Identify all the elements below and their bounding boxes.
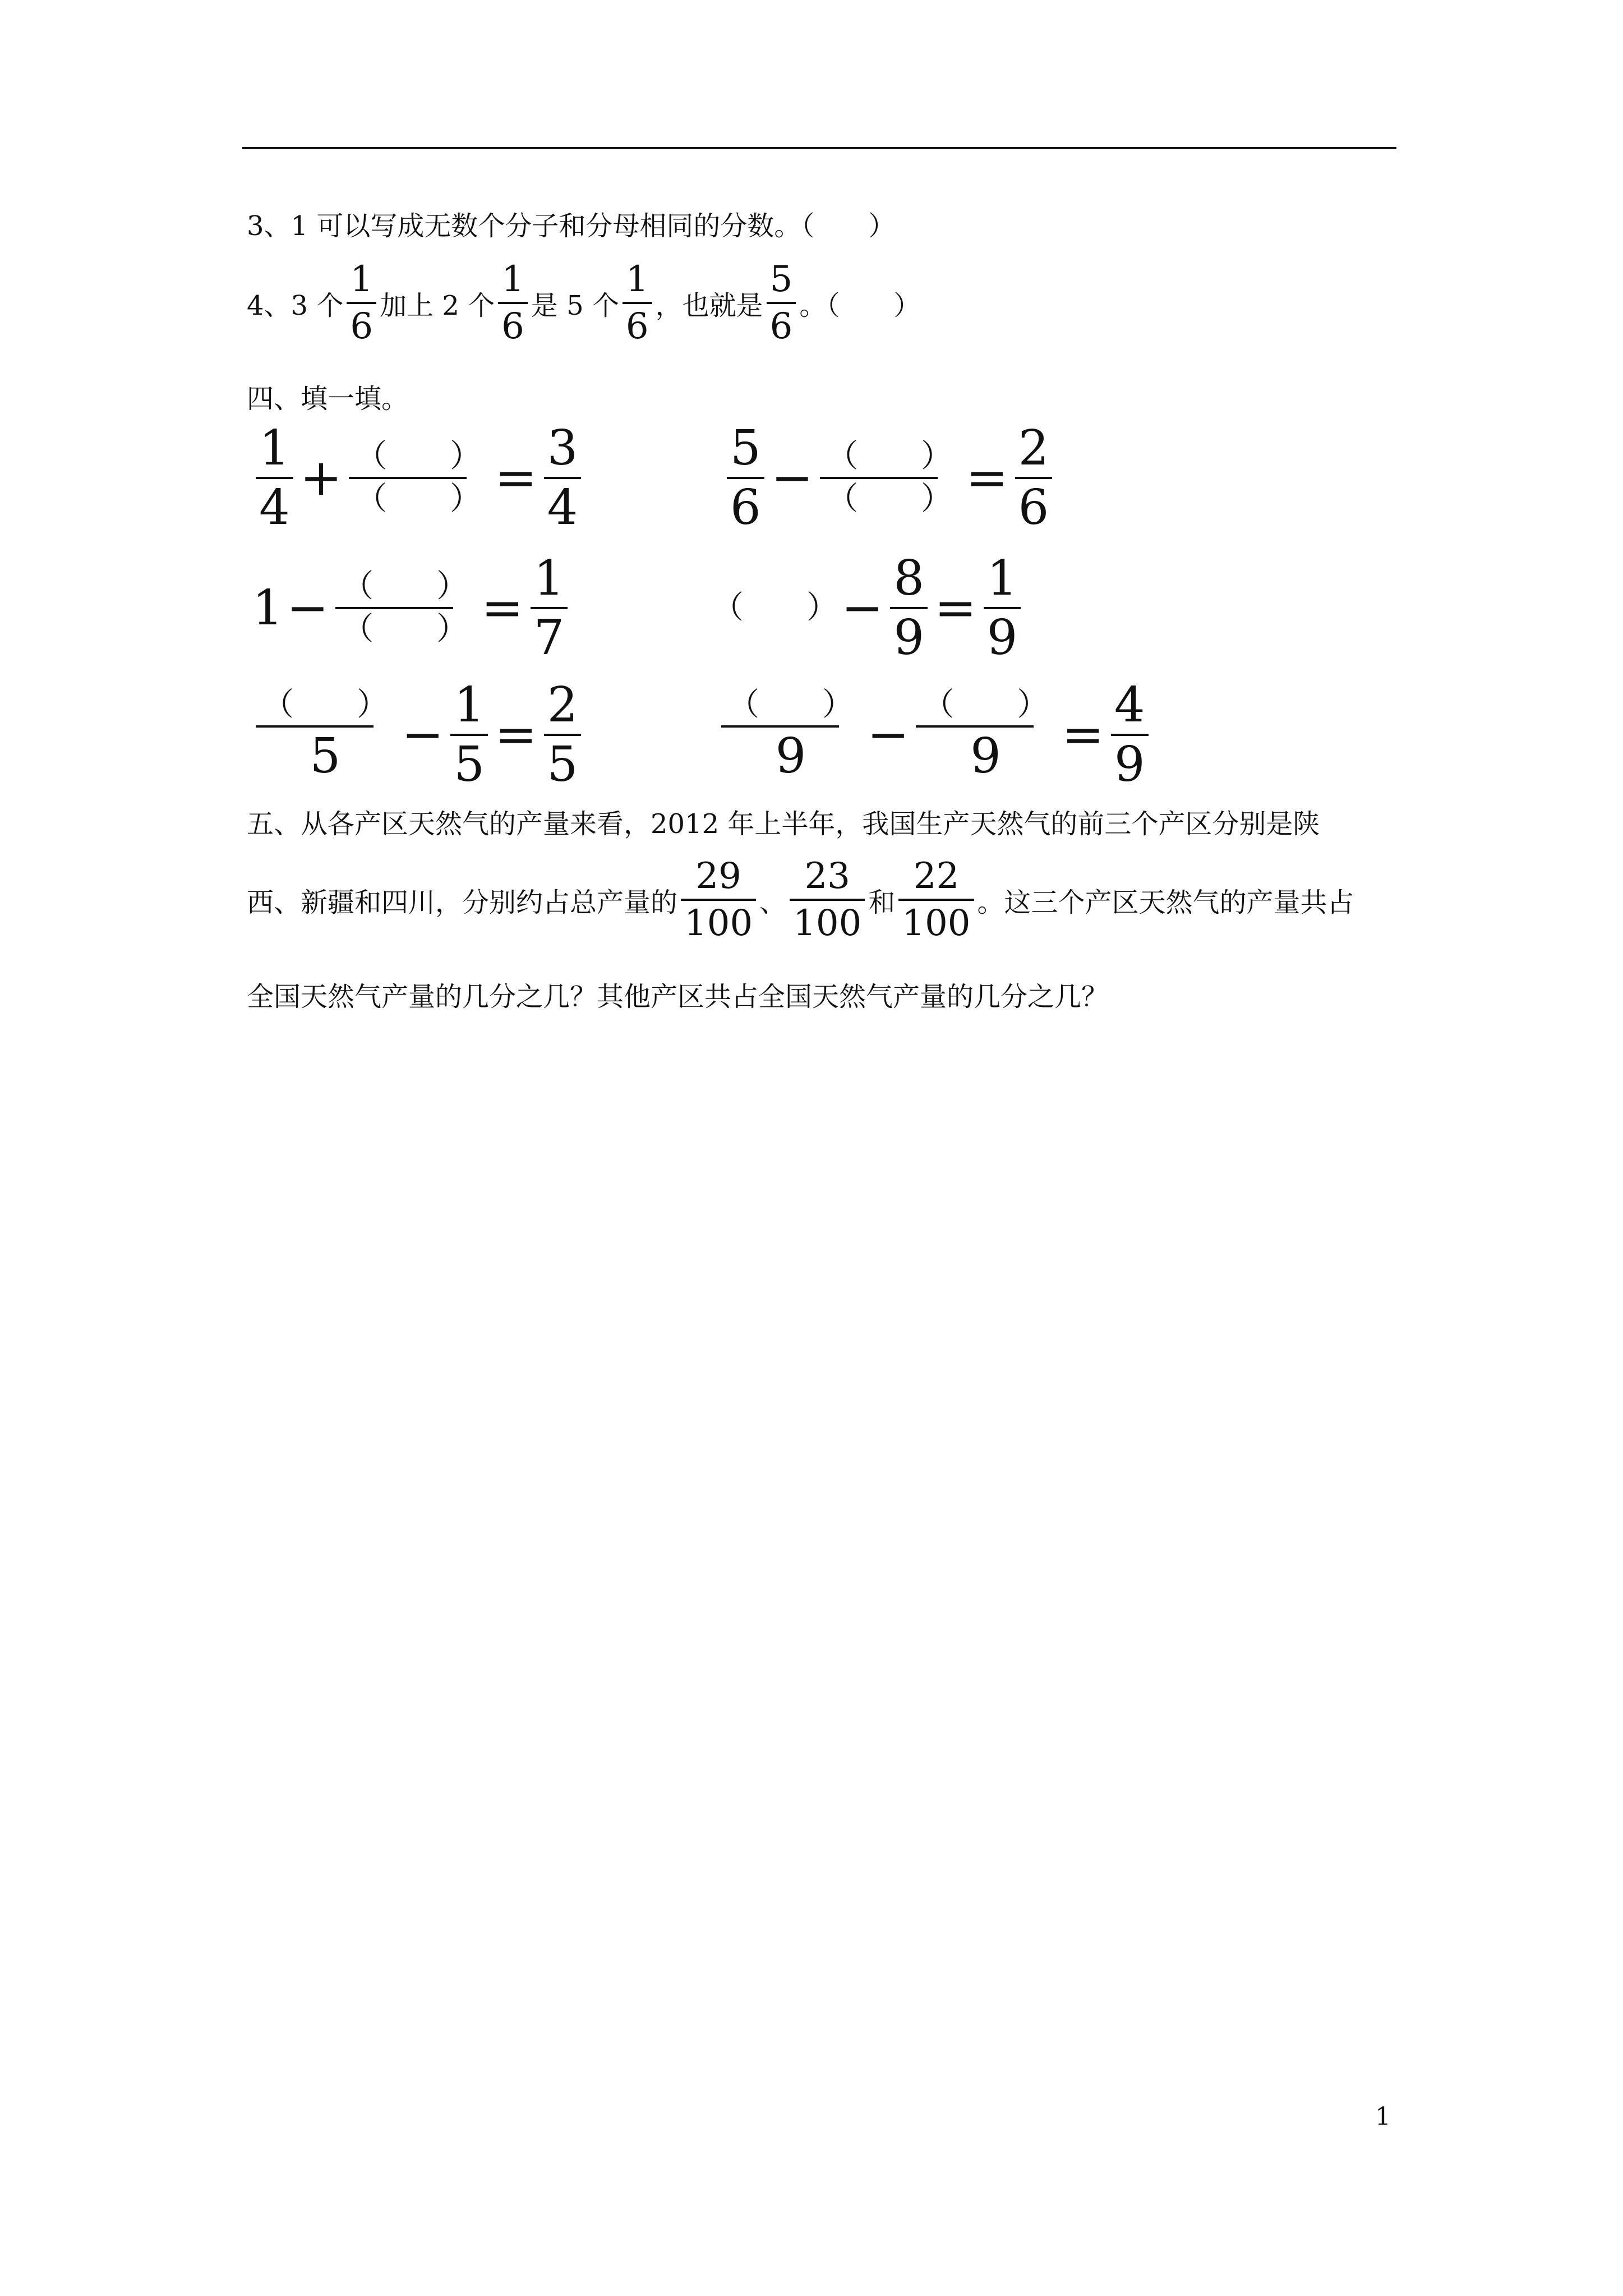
denominator: 9 xyxy=(1114,737,1145,793)
equals-sign: = xyxy=(495,705,537,764)
fraction xyxy=(1015,420,1053,536)
question-3 xyxy=(247,204,895,243)
numerator: 1 xyxy=(625,259,649,300)
denominator: 5 xyxy=(310,728,341,784)
denominator-blank[interactable]: （ ） xyxy=(827,481,953,517)
section-title: 四、填一填。 xyxy=(247,383,409,415)
numerator-blank[interactable]: （ ） xyxy=(356,438,482,475)
separator: 和 xyxy=(868,886,896,918)
fraction xyxy=(681,855,756,944)
fraction-bar xyxy=(1111,734,1149,736)
numerator-blank[interactable]: （ ） xyxy=(262,687,388,723)
numerator-blank[interactable]: （ ） xyxy=(342,568,468,605)
blank-fraction xyxy=(916,687,1055,784)
denominator: 4 xyxy=(547,480,578,536)
fraction-bar xyxy=(256,725,374,728)
fraction-bar xyxy=(984,607,1021,609)
fraction-bar xyxy=(721,725,839,728)
equals-sign: = xyxy=(1062,705,1104,764)
minus-sign: − xyxy=(402,705,444,764)
fraction xyxy=(984,550,1021,666)
numerator: 8 xyxy=(893,550,925,606)
section-5-text-2b: 。这三个产区天然气的产量共占 xyxy=(977,886,1354,918)
fraction-bar xyxy=(544,734,582,736)
numerator: 22 xyxy=(913,855,960,897)
denominator: 100 xyxy=(684,903,753,944)
fraction-bar xyxy=(890,607,928,609)
numerator: 1 xyxy=(259,420,290,476)
page-number: 1 xyxy=(1375,2102,1391,2131)
fraction-bar xyxy=(335,607,453,609)
denominator-blank[interactable]: （ ） xyxy=(342,611,468,647)
fraction-bar xyxy=(1015,477,1053,479)
numerator: 2 xyxy=(1018,420,1049,476)
separator: 、 xyxy=(759,886,787,918)
fraction xyxy=(544,677,582,793)
fraction xyxy=(256,420,293,536)
section-5-text-2a: 西、新疆和四川，分别约占总产量的 xyxy=(247,886,678,918)
denominator: 4 xyxy=(259,480,290,536)
fraction-bar xyxy=(450,734,488,736)
fraction xyxy=(531,550,568,666)
q4-part-4: ，也就是 xyxy=(655,289,763,321)
minus-sign: − xyxy=(841,578,884,637)
denominator: 6 xyxy=(1018,480,1049,536)
numerator: 1 xyxy=(454,677,485,733)
minus-sign: − xyxy=(286,578,329,637)
fraction-bar xyxy=(498,302,528,304)
fraction xyxy=(727,420,764,536)
fraction xyxy=(623,259,652,347)
denominator: 9 xyxy=(986,610,1018,666)
denominator: 6 xyxy=(730,480,761,536)
denominator: 5 xyxy=(454,737,485,793)
q4-part-3: 是 5 个 xyxy=(531,289,619,321)
fraction-bar xyxy=(531,607,568,609)
fraction-bar xyxy=(544,477,582,479)
denominator: 6 xyxy=(769,306,793,347)
question-4 xyxy=(247,259,921,347)
question-3-text: 3、1 可以写成无数个分子和分母相同的分数。（ ） xyxy=(247,210,896,242)
fraction-bar xyxy=(727,477,764,479)
fraction-bar xyxy=(790,899,865,901)
answer-blank[interactable]: （ ） xyxy=(712,590,838,626)
blank-fraction xyxy=(335,568,474,647)
blank-fraction xyxy=(820,438,959,517)
equation-3 xyxy=(252,550,571,666)
equation-6 xyxy=(718,677,1152,793)
section-5-text-3: 全国天然气产量的几分之几？其他产区共占全国天然气产量的几分之几？ xyxy=(247,981,1109,1013)
fraction xyxy=(450,677,488,793)
fraction-bar xyxy=(623,302,652,304)
numerator: 1 xyxy=(533,550,565,606)
numerator: 1 xyxy=(501,259,524,300)
equals-sign: = xyxy=(495,448,537,507)
fraction xyxy=(1111,677,1149,793)
denominator: 9 xyxy=(775,728,806,784)
section-5-line-3 xyxy=(247,975,1108,1014)
numerator: 5 xyxy=(730,420,761,476)
denominator-blank[interactable]: （ ） xyxy=(356,481,482,517)
blank-fraction xyxy=(721,687,860,784)
equation-1 xyxy=(252,420,584,536)
equation-2 xyxy=(723,420,1055,536)
fraction xyxy=(890,550,928,666)
fraction-bar xyxy=(681,899,756,901)
numerator-blank[interactable]: （ ） xyxy=(728,687,854,723)
numerator: 23 xyxy=(804,855,850,897)
blank-fraction xyxy=(349,438,488,517)
denominator: 7 xyxy=(533,610,565,666)
numerator-blank[interactable]: （ ） xyxy=(827,438,953,475)
numerator-blank[interactable]: （ ） xyxy=(923,687,1049,723)
fraction-bar xyxy=(347,302,376,304)
blank-fraction xyxy=(256,687,395,784)
numerator: 5 xyxy=(769,259,793,300)
numerator: 3 xyxy=(547,420,578,476)
fraction xyxy=(767,259,796,347)
equals-sign: = xyxy=(934,578,977,637)
denominator: 6 xyxy=(350,306,374,347)
minus-sign: − xyxy=(771,448,814,507)
denominator: 9 xyxy=(970,728,1001,784)
q4-part-1: 4、3 个 xyxy=(247,289,344,321)
section-5-text-1: 五、从各产区天然气的产量来看，2012 年上半年，我国生产天然气的前三个产区分别是陕 xyxy=(247,808,1320,840)
fraction xyxy=(898,855,974,944)
fraction xyxy=(347,259,376,347)
numerator: 2 xyxy=(547,677,578,733)
section-5-line-1 xyxy=(247,802,1320,841)
fraction-bar xyxy=(256,477,293,479)
fraction xyxy=(544,420,582,536)
equals-sign: = xyxy=(481,578,524,637)
fraction-bar xyxy=(820,477,938,479)
denominator: 9 xyxy=(893,610,925,666)
denominator: 5 xyxy=(547,737,578,793)
numerator: 1 xyxy=(350,259,374,300)
numerator: 29 xyxy=(695,855,741,897)
header-rule xyxy=(242,147,1396,149)
section-5-line-2 xyxy=(247,855,1354,944)
fraction xyxy=(498,259,528,347)
fraction-bar xyxy=(916,725,1034,728)
q4-part-2: 加上 2 个 xyxy=(380,289,495,321)
equation-4 xyxy=(712,550,1024,666)
fraction-bar xyxy=(767,302,796,304)
equals-sign: = xyxy=(966,448,1008,507)
q4-part-5: 。（ ） xyxy=(799,289,921,321)
whole-number: 1 xyxy=(252,580,283,636)
numerator: 4 xyxy=(1114,677,1145,733)
denominator: 100 xyxy=(902,903,971,944)
numerator: 1 xyxy=(986,550,1018,606)
fraction xyxy=(790,855,865,944)
fraction-bar xyxy=(898,899,974,901)
denominator: 100 xyxy=(793,903,862,944)
section-4-title xyxy=(247,377,408,416)
equation-5 xyxy=(252,677,584,793)
denominator: 6 xyxy=(625,306,649,347)
plus-sign: + xyxy=(299,448,343,507)
denominator: 6 xyxy=(501,306,524,347)
fraction-bar xyxy=(349,477,467,479)
minus-sign: − xyxy=(867,705,910,764)
